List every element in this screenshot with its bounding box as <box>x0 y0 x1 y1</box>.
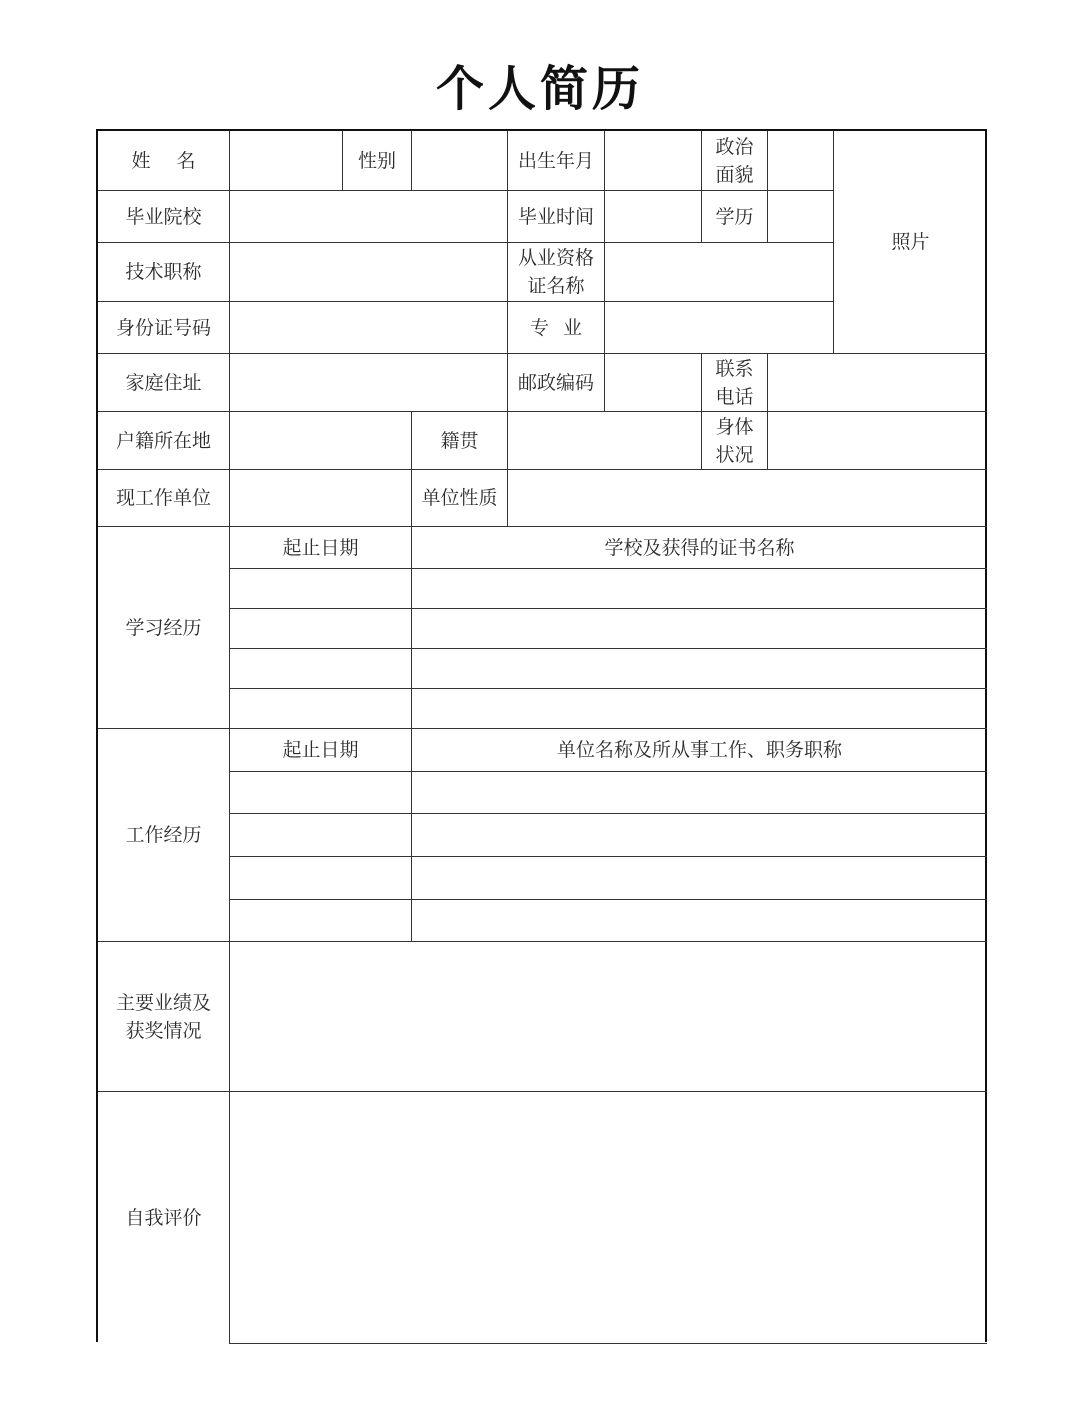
major-field[interactable] <box>605 302 834 354</box>
major-label: 专业 <box>508 302 605 354</box>
work-date-cell[interactable] <box>230 857 412 900</box>
political-field[interactable] <box>768 131 834 191</box>
tech-title-label: 技术职称 <box>98 243 230 302</box>
address-field[interactable] <box>230 354 508 412</box>
work-date-header: 起止日期 <box>230 729 412 772</box>
work-info-cell[interactable] <box>412 857 987 900</box>
achievements-field[interactable] <box>230 942 987 1092</box>
birth-label: 出生年月 <box>508 131 605 191</box>
study-date-cell[interactable] <box>230 569 412 609</box>
id-number-field[interactable] <box>230 302 508 354</box>
resume-table <box>96 129 987 1342</box>
hukou-label: 户籍所在地 <box>98 412 230 470</box>
work-info-cell[interactable] <box>412 772 987 814</box>
study-date-header: 起止日期 <box>230 527 412 569</box>
employer-label: 现工作单位 <box>98 470 230 527</box>
education-field[interactable] <box>768 191 834 243</box>
work-date-cell[interactable] <box>230 814 412 857</box>
employer-field[interactable] <box>230 470 412 527</box>
phone-label: 联系 电话 <box>702 354 768 412</box>
native-label: 籍贯 <box>412 412 508 470</box>
health-field[interactable] <box>768 412 987 470</box>
employer-type-field[interactable] <box>508 470 987 527</box>
qualification-field[interactable] <box>605 243 834 302</box>
self-eval-label: 自我评价 <box>98 1092 230 1344</box>
school-field[interactable] <box>230 191 508 243</box>
hukou-field[interactable] <box>230 412 412 470</box>
work-history-label: 工作经历 <box>98 729 230 942</box>
work-date-cell[interactable] <box>230 772 412 814</box>
grad-time-field[interactable] <box>605 191 702 243</box>
name-field[interactable] <box>230 131 343 191</box>
health-label: 身体 状况 <box>702 412 768 470</box>
postcode-field[interactable] <box>605 354 702 412</box>
birth-field[interactable] <box>605 131 702 191</box>
school-label: 毕业院校 <box>98 191 230 243</box>
study-info-header: 学校及获得的证书名称 <box>412 527 987 569</box>
study-info-cell[interactable] <box>412 609 987 649</box>
work-info-cell[interactable] <box>412 814 987 857</box>
work-date-cell[interactable] <box>230 900 412 942</box>
study-date-cell[interactable] <box>230 609 412 649</box>
gender-field[interactable] <box>412 131 508 191</box>
qualification-label: 从业资格 证名称 <box>508 243 605 302</box>
postcode-label: 邮政编码 <box>508 354 605 412</box>
study-date-cell[interactable] <box>230 689 412 729</box>
study-history-label: 学习经历 <box>98 527 230 729</box>
grad-time-label: 毕业时间 <box>508 191 605 243</box>
address-label: 家庭住址 <box>98 354 230 412</box>
study-date-cell[interactable] <box>230 649 412 689</box>
photo-box[interactable]: 照片 <box>834 131 987 354</box>
id-number-label: 身份证号码 <box>98 302 230 354</box>
achievements-label: 主要业绩及 获奖情况 <box>98 942 230 1092</box>
name-label: 姓名 <box>98 131 230 191</box>
study-info-cell[interactable] <box>412 649 987 689</box>
work-info-cell[interactable] <box>412 900 987 942</box>
tech-title-field[interactable] <box>230 243 508 302</box>
page-title: 个人简历 <box>435 61 644 117</box>
gender-label: 性别 <box>343 131 412 191</box>
self-eval-field[interactable] <box>230 1092 987 1344</box>
work-info-header: 单位名称及所从事工作、职务职称 <box>412 729 987 772</box>
study-info-cell[interactable] <box>412 569 987 609</box>
native-field[interactable] <box>508 412 702 470</box>
education-label: 学历 <box>702 191 768 243</box>
study-info-cell[interactable] <box>412 689 987 729</box>
phone-field[interactable] <box>768 354 987 412</box>
employer-type-label: 单位性质 <box>412 470 508 527</box>
political-label: 政治 面貌 <box>702 131 768 191</box>
